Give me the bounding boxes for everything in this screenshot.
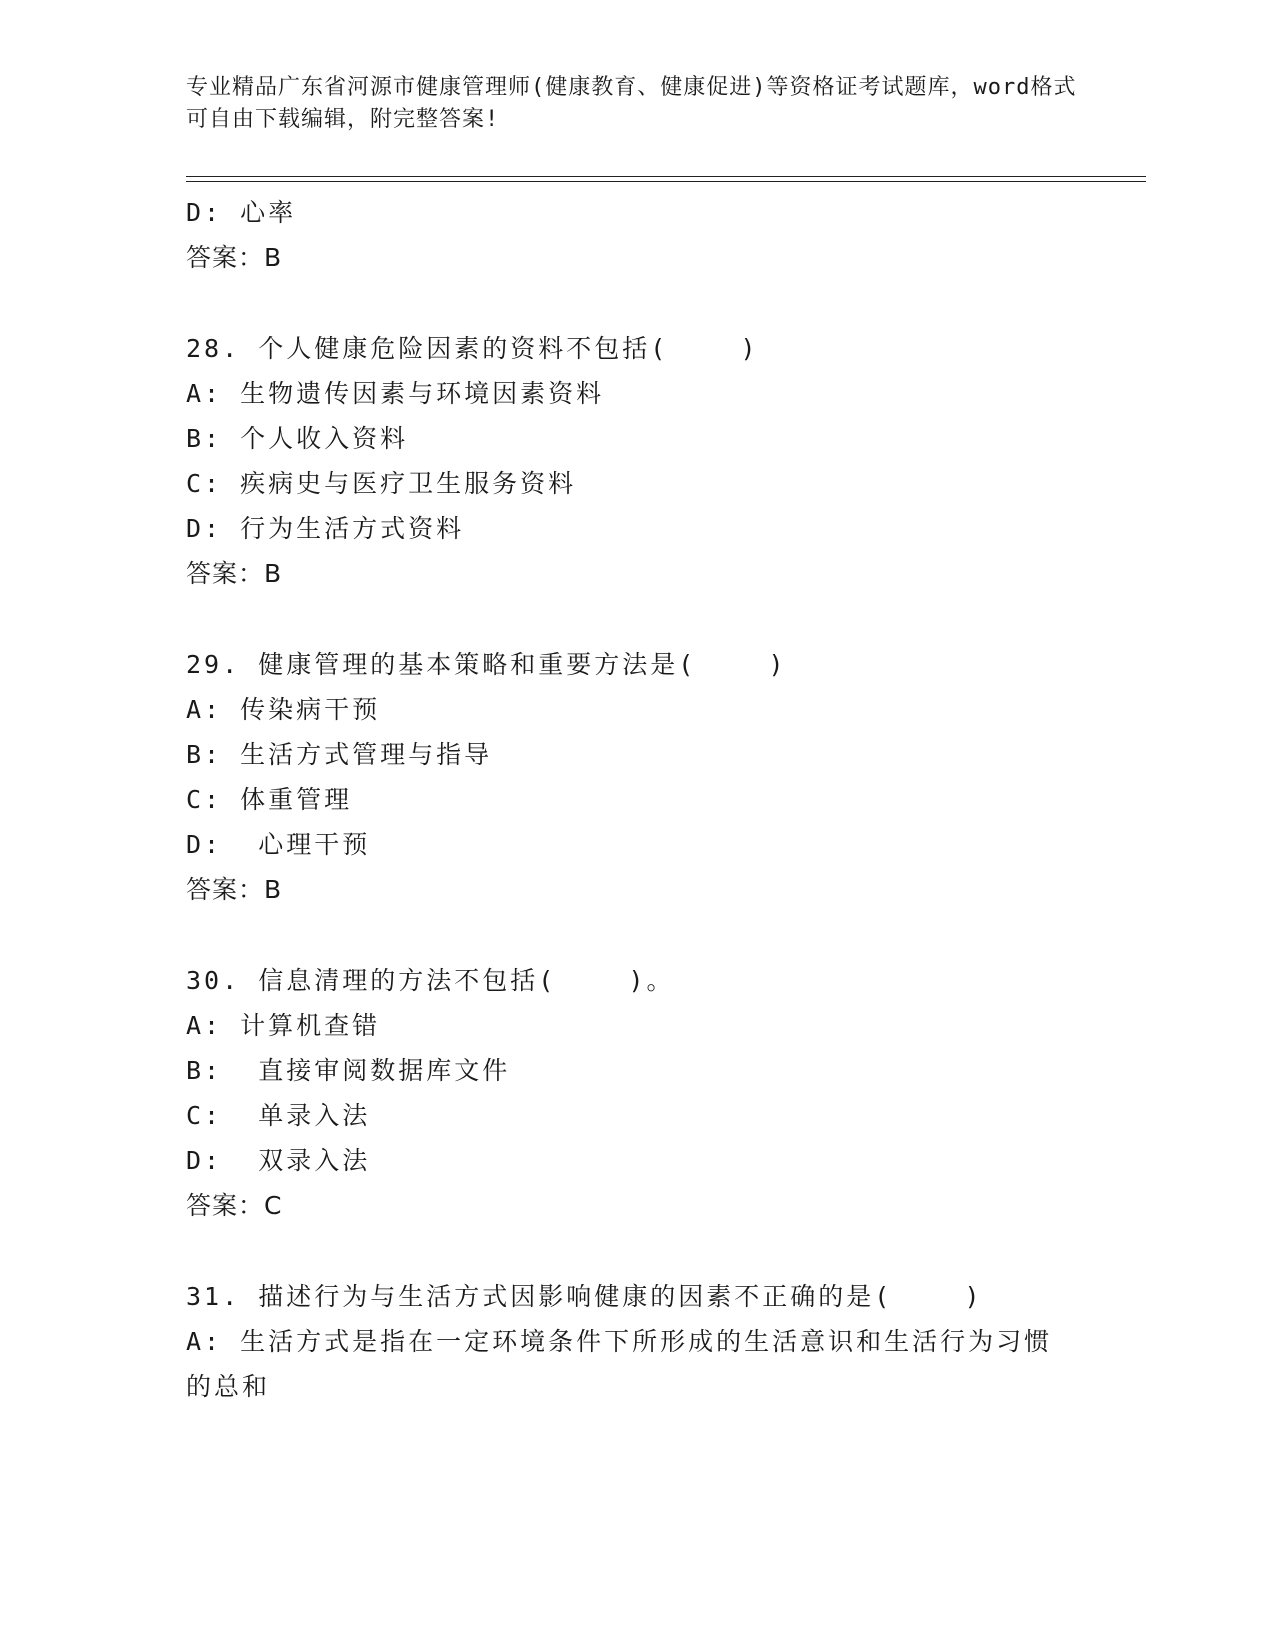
question-stem: 30. 信息清理的方法不包括( )。	[186, 966, 675, 995]
spacer	[186, 912, 1086, 958]
option-a: A: 传染病干预	[186, 695, 381, 724]
answer: 答案：C	[186, 1191, 283, 1220]
option-b: B: 生活方式管理与指导	[186, 740, 493, 769]
option-a: A: 计算机查错	[186, 1011, 381, 1040]
spacer	[186, 596, 1086, 642]
spacer	[186, 280, 1086, 326]
answer: 答案：B	[186, 875, 283, 904]
answer: 答案：B	[186, 243, 283, 272]
option-d: D: 心率	[186, 198, 297, 227]
option-d: D: 心理干预	[186, 830, 371, 859]
question-stem: 29. 健康管理的基本策略和重要方法是( )	[186, 650, 787, 679]
header-divider-bottom	[186, 181, 1146, 182]
option-c: C: 疾病史与医疗卫生服务资料	[186, 469, 577, 498]
option-b: B: 个人收入资料	[186, 424, 409, 453]
option-a: A: 生活方式是指在一定环境条件下所形成的生活意识和生活行为习惯的总和	[186, 1327, 1053, 1401]
option-d: D: 行为生活方式资料	[186, 514, 465, 543]
question-stem: 31. 描述行为与生活方式因影响健康的因素不正确的是( )	[186, 1282, 983, 1311]
question-list	[186, 190, 1086, 1409]
option-a: A: 生物遗传因素与环境因素资料	[186, 379, 605, 408]
option-c: C: 单录入法	[186, 1101, 371, 1130]
option-b: B: 直接审阅数据库文件	[186, 1056, 511, 1085]
question-stem: 28. 个人健康危险因素的资料不包括( )	[186, 334, 759, 363]
header-divider-top	[186, 176, 1146, 177]
option-d: D: 双录入法	[186, 1146, 371, 1175]
spacer	[186, 1228, 1086, 1274]
answer: 答案：B	[186, 559, 283, 588]
option-c: C: 体重管理	[186, 785, 353, 814]
document-header: 专业精品广东省河源市健康管理师(健康教育、健康促进)等资格证考试题库，word格式可自由下载编辑，附完整答案!	[186, 75, 1077, 132]
